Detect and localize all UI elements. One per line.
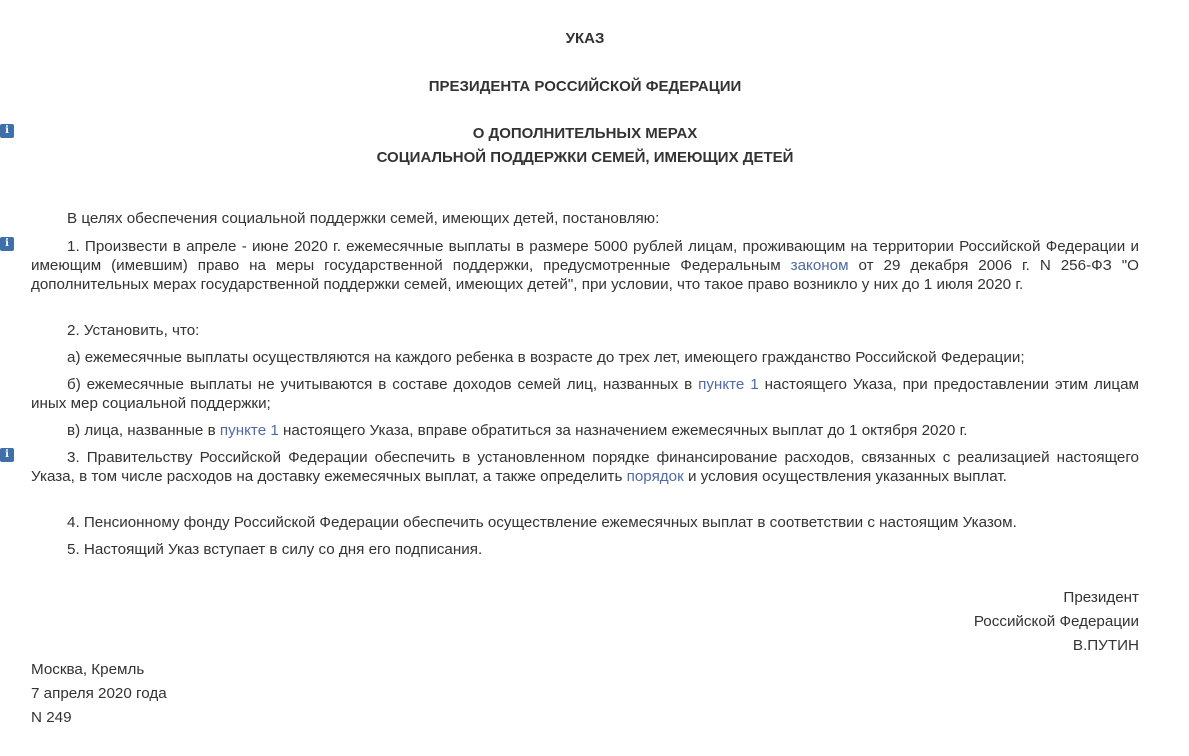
document-name-line1: О ДОПОЛНИТЕЛЬНЫХ МЕРАХ: [472, 125, 698, 142]
paragraph-2b: [31, 375, 1139, 413]
info-icon[interactable]: i: [0, 124, 14, 138]
paragraph-5: 5. Настоящий Указ вступает в силу со дня его подписания.: [67, 541, 483, 558]
document-name-line2: СОЦИАЛЬНОЙ ПОДДЕРЖКИ СЕМЕЙ, ИМЕЮЩИХ ДЕТЕЙ: [376, 149, 794, 166]
paragraph-4: 4. Пенсионному фонду Российской Федерации обеспечить осуществление ежемесячных выплат в соответствии с настоящим Указом.: [67, 514, 1017, 531]
document-title: УКАЗ: [565, 30, 605, 47]
procedure-link[interactable]: порядок: [626, 468, 684, 485]
decree-number: N 249: [31, 709, 72, 726]
paragraph-3-text-b: и условия осуществления указанных выплат.: [683, 468, 1007, 485]
paragraph-2a: а) ежемесячные выплаты осуществляются на каждого ребенка в возрасте до трех лет, имеющего гражданство Российской Федерации;: [67, 349, 1025, 366]
paragraph-2b-text-b: настоящего Указа, при предоставлении этим лицам иных мер социальной поддержки;: [31, 376, 1139, 412]
issue-date: 7 апреля 2020 года: [31, 685, 167, 702]
paragraph-1-text-b: от 29 декабря 2006 г. N 256-ФЗ "О дополнительных мерах государственной поддержки семей, имеющих детей", при условии, что такое право возникло у них до 1 июля 2020 г.: [31, 257, 1139, 293]
paragraph-3-text-a: 3. Правительству Российской Федерации обеспечить в установленном порядке финансирование расходов, связанных с реализацией настоящего Указа, в том числе расходов на доставку ежемесячных выплат, а также определить: [31, 449, 1139, 485]
paragraph-2: 2. Установить, что:: [67, 322, 200, 339]
signature-title: Президент: [1063, 589, 1139, 606]
signature-country: Российской Федерации: [973, 613, 1139, 630]
paragraph-2v-text-a: в) лица, названные в: [67, 422, 220, 439]
paragraph-1: [31, 237, 1139, 294]
point-1-link[interactable]: пункте 1: [698, 376, 759, 393]
paragraph-1-text-a: 1. Произвести в апреле - июне 2020 г. ежемесячные выплаты в размере 5000 рублей лицам, проживающим на территории Российской Федерации и имеющим (имевшим) право на меры государственной поддержки, предусмотренные Федеральным: [31, 238, 1139, 274]
info-icon[interactable]: i: [0, 237, 14, 251]
issue-place: Москва, Кремль: [31, 661, 145, 678]
paragraph-2b-text-a: б) ежемесячные выплаты не учитываются в составе доходов семей лиц, названных в: [67, 376, 699, 393]
document-subtitle: ПРЕЗИДЕНТА РОССИЙСКОЙ ФЕДЕРАЦИИ: [428, 78, 742, 95]
preamble-paragraph: В целях обеспечения социальной поддержки семей, имеющих детей, постановляю:: [67, 210, 660, 227]
paragraph-2v-text-b: настоящего Указа, вправе обратиться за назначением ежемесячных выплат до 1 октября 2020 г.: [278, 422, 968, 439]
point-1-link[interactable]: пункте 1: [219, 422, 279, 439]
info-icon[interactable]: i: [0, 448, 14, 462]
signature-name: В.ПУТИН: [1072, 637, 1139, 654]
paragraph-2v: [31, 421, 1139, 440]
law-link[interactable]: законом: [790, 257, 849, 274]
paragraph-3: [31, 448, 1139, 486]
